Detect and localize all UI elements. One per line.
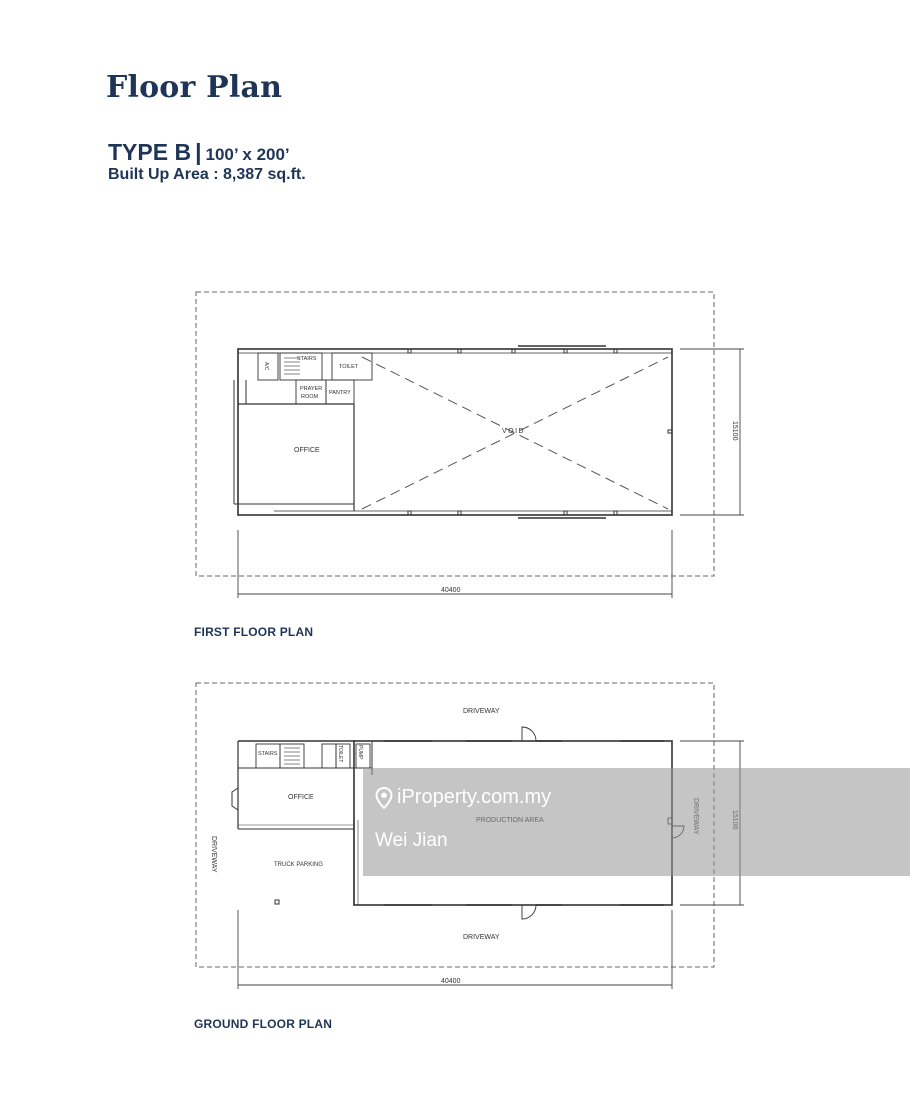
ff-stairs-label: STAIRS [297, 356, 317, 362]
gf-truck-parking-label: TRUCK PARKING [274, 862, 323, 868]
gf-stairs-label: STAIRS [258, 751, 278, 757]
built-up-area: Built Up Area : 8,387 sq.ft. [108, 166, 306, 183]
ff-toilet-label: TOILET [339, 364, 359, 370]
gf-pump-label: PUMP [357, 745, 363, 760]
ff-width-dimension: 40400 [441, 587, 461, 594]
watermark-user: Wei Jian [375, 830, 448, 851]
page-title: Floor Plan [106, 70, 283, 105]
ff-prayer-label-2: ROOM [301, 394, 319, 400]
watermark-logo [375, 786, 551, 809]
first-floor-plan-label: FIRST FLOOR PLAN [194, 625, 314, 639]
type-separator: | [195, 139, 202, 165]
ff-pantry-label: PANTRY [329, 390, 351, 396]
ff-depth-dimension: 15100 [731, 421, 738, 441]
type-dimensions: 100’ x 200’ [205, 145, 290, 164]
ff-prayer-label-1: PRAYER [300, 386, 323, 392]
watermark-brand: iProperty.com.my [397, 786, 552, 808]
gf-width-dimension: 40400 [441, 978, 461, 985]
ff-void-label: VOID [502, 428, 526, 435]
gf-driveway-left-label: DRIVEWAY [210, 836, 217, 873]
gf-driveway-top-label: DRIVEWAY [463, 708, 500, 715]
ff-office-label: OFFICE [294, 447, 320, 454]
gf-toilet-label: TOILET [337, 745, 343, 763]
type-name: TYPE B [108, 139, 192, 165]
location-pin-icon [375, 787, 393, 809]
gf-office-label: OFFICE [288, 794, 314, 801]
gf-driveway-bottom-label: DRIVEWAY [463, 934, 500, 941]
ground-floor-plan-label: GROUND FLOOR PLAN [194, 1017, 333, 1031]
iproperty-watermark [363, 768, 910, 876]
ff-ac-label: A/C [263, 362, 269, 371]
